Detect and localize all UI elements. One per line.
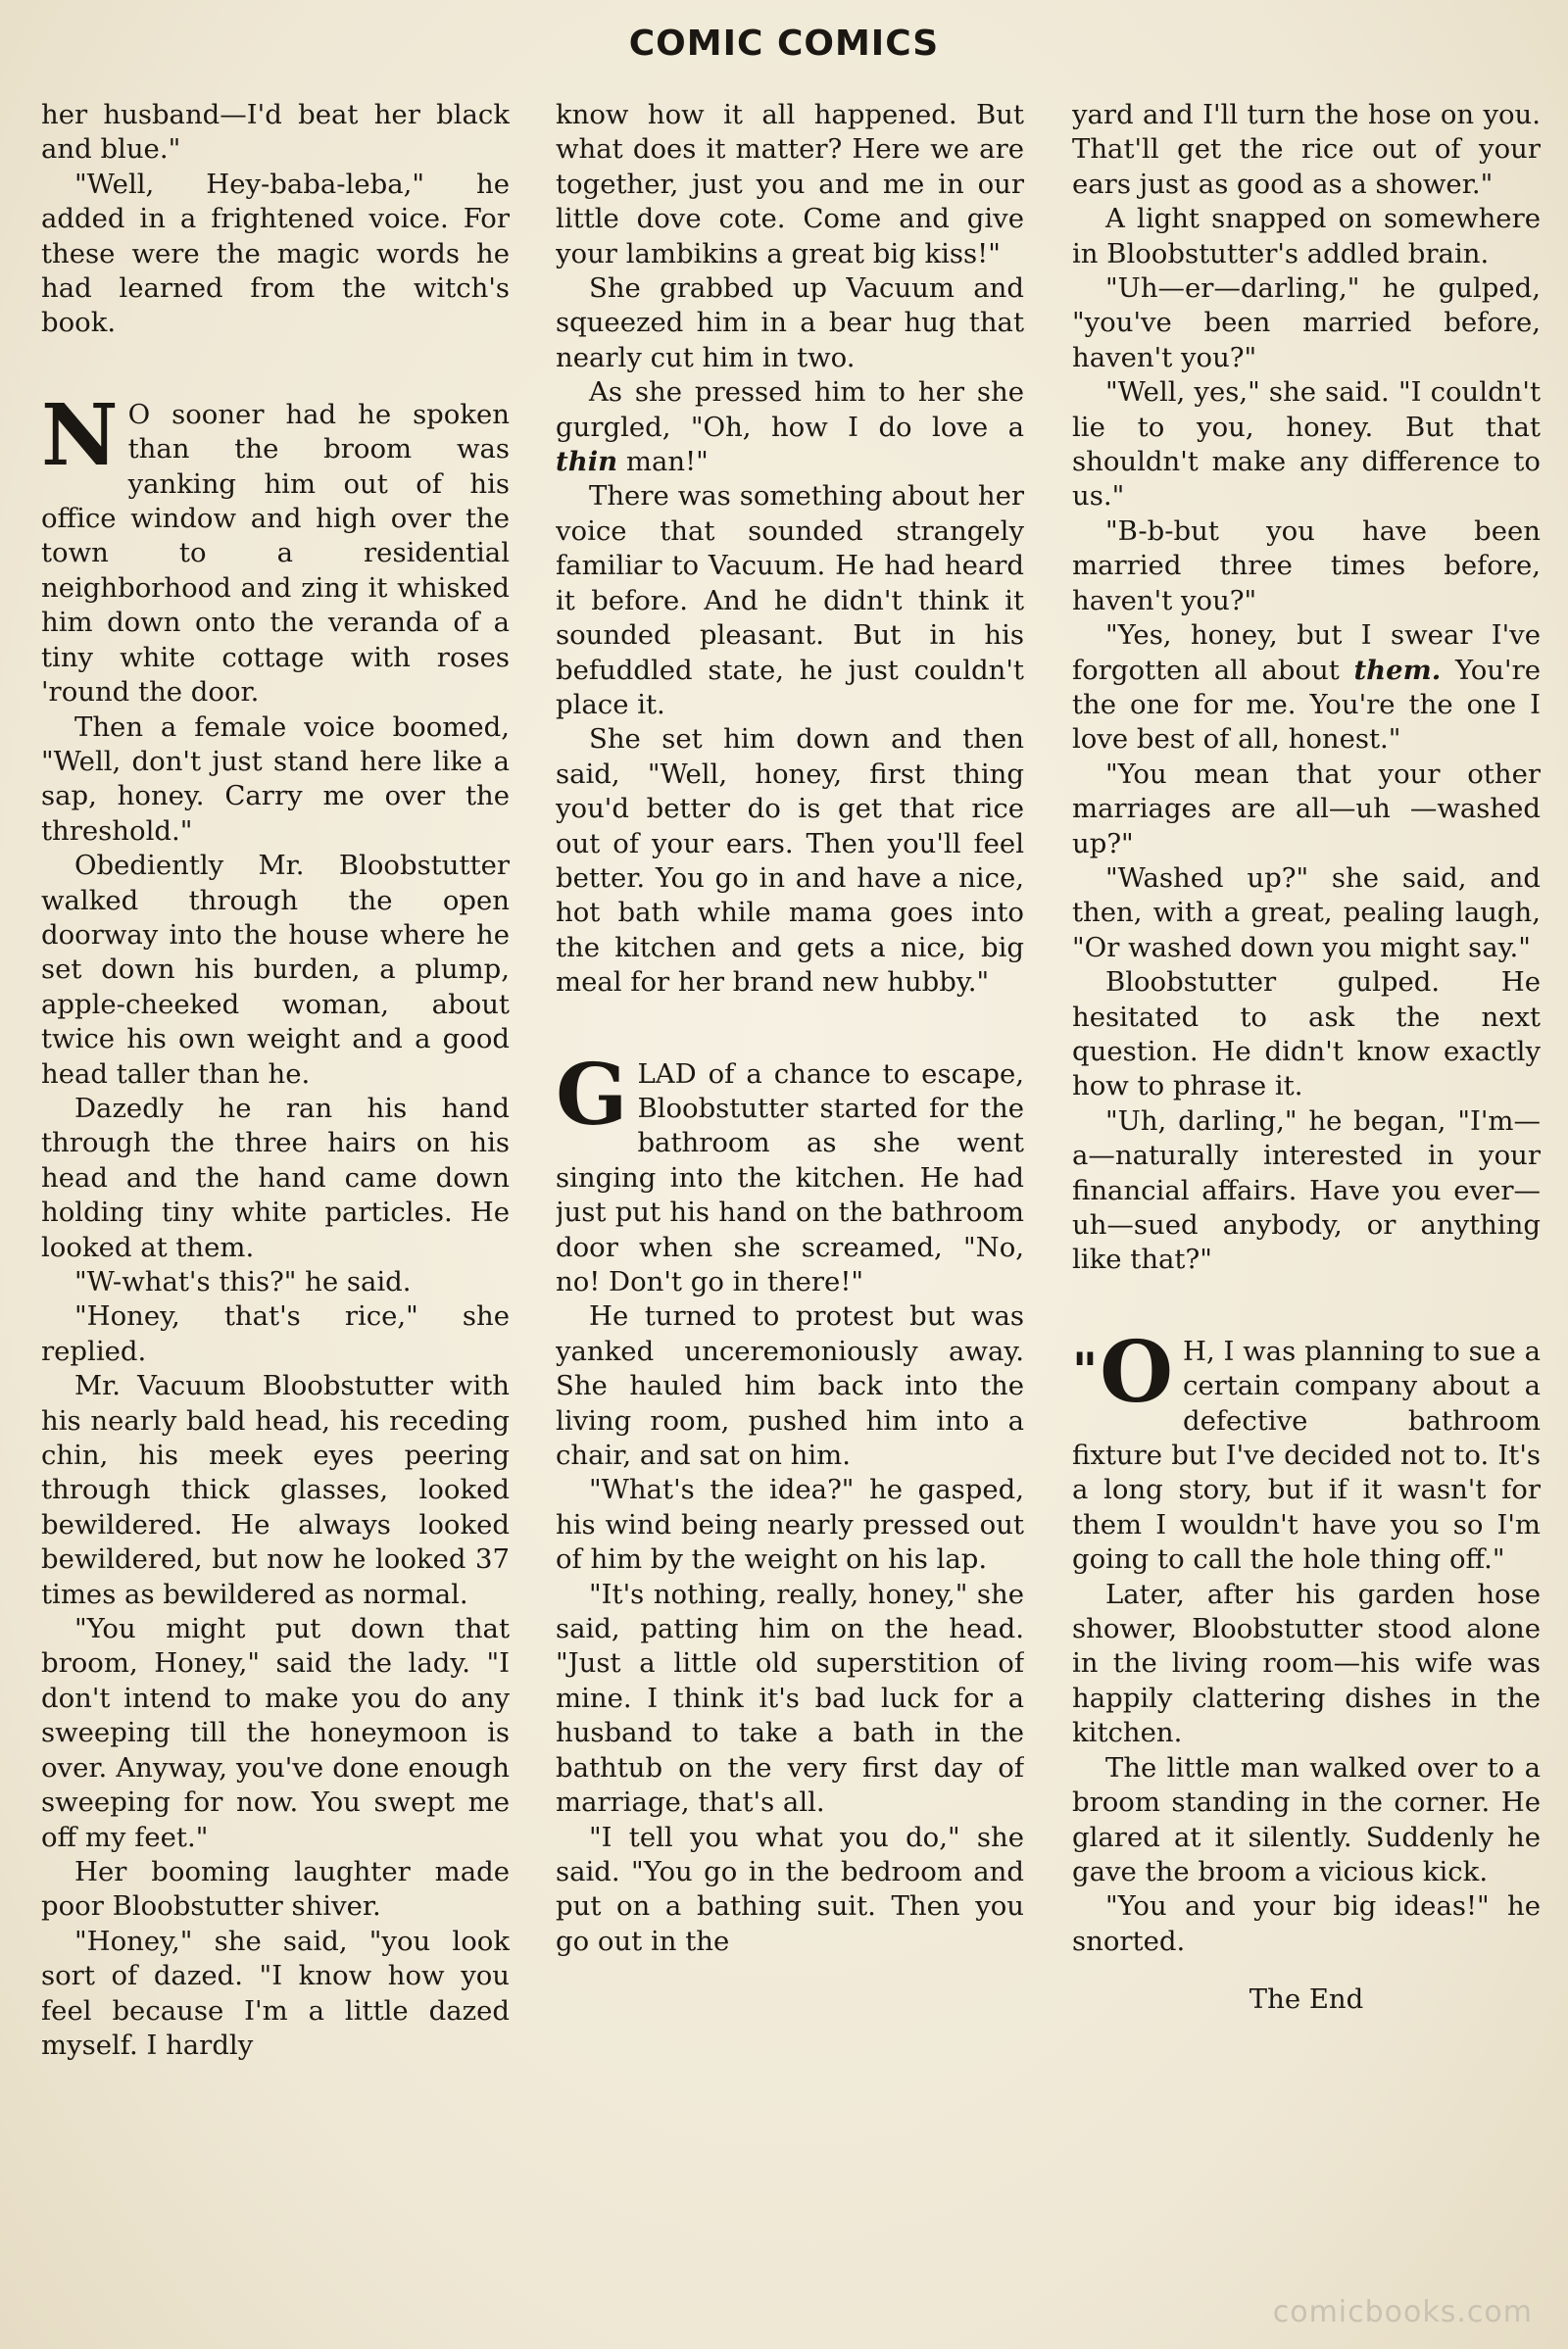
drop-cap: N xyxy=(41,385,119,485)
drop-cap: G xyxy=(556,1045,628,1145)
paragraph xyxy=(556,375,1024,479)
paragraph: "Well, yes," she said. "I couldn't lie to you, honey. But that shouldn't make any difference to us." xyxy=(1072,376,1541,513)
paragraph xyxy=(41,385,510,710)
paragraph: "B-b-but you have been married three times before, haven't you?" xyxy=(1072,514,1541,616)
paragraph: her husband—I'd beat her black and blue." xyxy=(41,99,510,166)
paragraph: A light snapped on somewhere in Bloobstutter's addled brain. xyxy=(1072,203,1541,269)
paragraph: The little man walked over to a broom standing in the corner. He glared at it silently. Suddenly he gave the broom a vicious kick. xyxy=(1072,1751,1541,1887)
text-column-3 xyxy=(1072,98,1541,2303)
paragraph-text: LAD of a chance to escape, Bloobstutter started for the bathroom as she went singing into the kitchen. He had just put his hand on the bathroom door when she screamed, "No, no! Don't go in there!" xyxy=(556,1057,1024,1297)
paragraph: Dazedly he ran his hand through the three hairs on his head and the hand came down holding tiny white particles. He looked at them. xyxy=(41,1092,510,1263)
paragraph: "Honey, that's rice," she replied. xyxy=(41,1300,510,1367)
text-column-1 xyxy=(41,98,510,2303)
paragraph: "What's the idea?" he gasped, his wind being nearly pressed out of him by the weight on his lap. xyxy=(556,1474,1024,1576)
paragraph: "You and your big ideas!" he snorted. xyxy=(1072,1890,1541,1957)
paragraph-text: man!" xyxy=(625,446,709,478)
paragraph-text: As she pressed him to her she gurgled, "Oh, how I do love a xyxy=(556,376,1024,443)
paragraph: Mr. Vacuum Bloobstutter with his nearly bald head, his receding chin, his meek eyes peering through thick glasses, looked bewildered. He always looked bewildered, but now he looked 37 times as bewildered as normal. xyxy=(41,1370,510,1610)
text-column-2 xyxy=(556,98,1024,2303)
paragraph: Obediently Mr. Bloobstutter walked through the open doorway into the house where he set down his burden, a plump, apple-cheeked woman, about twice his own weight and a good head taller than he. xyxy=(41,850,510,1090)
emphasis-text: thin xyxy=(556,446,618,478)
paragraph: "I tell you what you do," she said. "You go in the bedroom and put on a bathing suit. Then you go out in the xyxy=(556,1821,1024,1957)
paragraph: "W-what's this?" he said. xyxy=(74,1266,412,1297)
page-header: COMIC COMICS xyxy=(628,24,940,64)
paragraph-text: "Yes, honey, but I swear I've forgotten all about xyxy=(1072,619,1541,686)
paragraph-text: You're the one for me. You're the one I love best of all, honest." xyxy=(1072,654,1541,756)
paragraph: yard and I'll turn the hose on you. That'll get the rice out of your ears just as good as a shower." xyxy=(1072,99,1541,200)
paragraph: Later, after his garden hose shower, Bloobstutter stood alone in the living room—his wife was happily clattering dishes in the kitchen. xyxy=(1072,1578,1541,1749)
drop-quote: " xyxy=(1072,1341,1099,1399)
paragraph: "Uh—er—darling," he gulped, "you've been married before, haven't you?" xyxy=(1072,272,1541,373)
paragraph xyxy=(556,1045,1024,1300)
paragraph: "You might put down that broom, Honey," said the lady. "I don't intend to make you do any sweeping till the honeymoon is over. Anyway, you've done enough sweeping for now. You swept me off my feet." xyxy=(41,1613,510,1853)
paragraph: She grabbed up Vacuum and squeezed him in a bear hug that nearly cut him in two. xyxy=(556,272,1024,373)
paragraph: know how it all happened. But what does it matter? Here we are together, just you and me in our little dove cote. Come and give your lambikins a great big kiss!" xyxy=(556,99,1024,269)
paragraph: He turned to protest but was yanked unceremoniously away. She hauled him back into the living room, pushed him into a chair, and sat on him. xyxy=(556,1300,1024,1472)
paragraph: Her booming laughter made poor Bloobstutter shiver. xyxy=(41,1855,510,1923)
paragraph-text: H, I was planning to sue a certain company about a defective bathroom fixture but I've decided not to. It's a long story, but if it wasn't for them I wouldn't have you so I'm going to call the hole thing off." xyxy=(1072,1335,1541,1576)
drop-cap: O xyxy=(1100,1322,1173,1422)
paragraph: "Washed up?" she said, and then, with a great, pealing laugh, "Or washed down you might say." xyxy=(1072,861,1541,963)
paragraph: "Well, Hey-baba-leba," he added in a frightened voice. For these were the magic words he had learned from the witch's book. xyxy=(41,168,510,339)
the-end-label: The End xyxy=(1249,1983,1364,2016)
paragraph: "You mean that your other marriages are all—uh —washed up?" xyxy=(1072,758,1541,859)
paragraph: There was something about her voice that sounded strangely familiar to Vacuum. He had heard it before. And he didn't think it sounded pleasant. But in his befuddled state, he just couldn't place it. xyxy=(556,480,1024,720)
paragraph: Bloobstutter gulped. He hesitated to ask the next question. He didn't know exactly how to phrase it. xyxy=(1072,966,1541,1102)
paragraph: "Honey," she said, "you look sort of dazed. "I know how you feel because I'm a little dazed myself. I hardly xyxy=(41,1925,510,2061)
emphasis-text: them. xyxy=(1353,654,1442,686)
paragraph xyxy=(1072,618,1541,758)
watermark: comicbooks.com xyxy=(1272,2295,1533,2329)
paragraph: She set him down and then said, "Well, honey, first thing you'd better do is get that rice out of your ears. Then you'll feel better. You go in and have a nice, hot bath while mama goes into the kitchen and gets a nice, big meal for her brand new hubby." xyxy=(556,723,1024,999)
paragraph-text: O sooner had he spoken than the broom was yanking him out of his office window and high over the town to a residential neighborhood and zing it whisked him down onto the veranda of a tiny white cottage with roses 'round the door. xyxy=(41,398,510,709)
paragraph: Then a female voice boomed, "Well, don't just stand here like a sap, honey. Carry me over the threshold." xyxy=(41,710,510,847)
paragraph xyxy=(1072,1322,1541,1578)
paragraph: "It's nothing, really, honey," she said, patting him on the head. "Just a little old superstition of mine. I think it's bad luck for a husband to take a bath in the bathtub on the very first day of marriage, that's all. xyxy=(556,1578,1024,1819)
paragraph: "Uh, darling," he began, "I'm—a—naturally interested in your financial affairs. Have you ever—uh—sued anybody, or anything like that?" xyxy=(1072,1104,1541,1276)
